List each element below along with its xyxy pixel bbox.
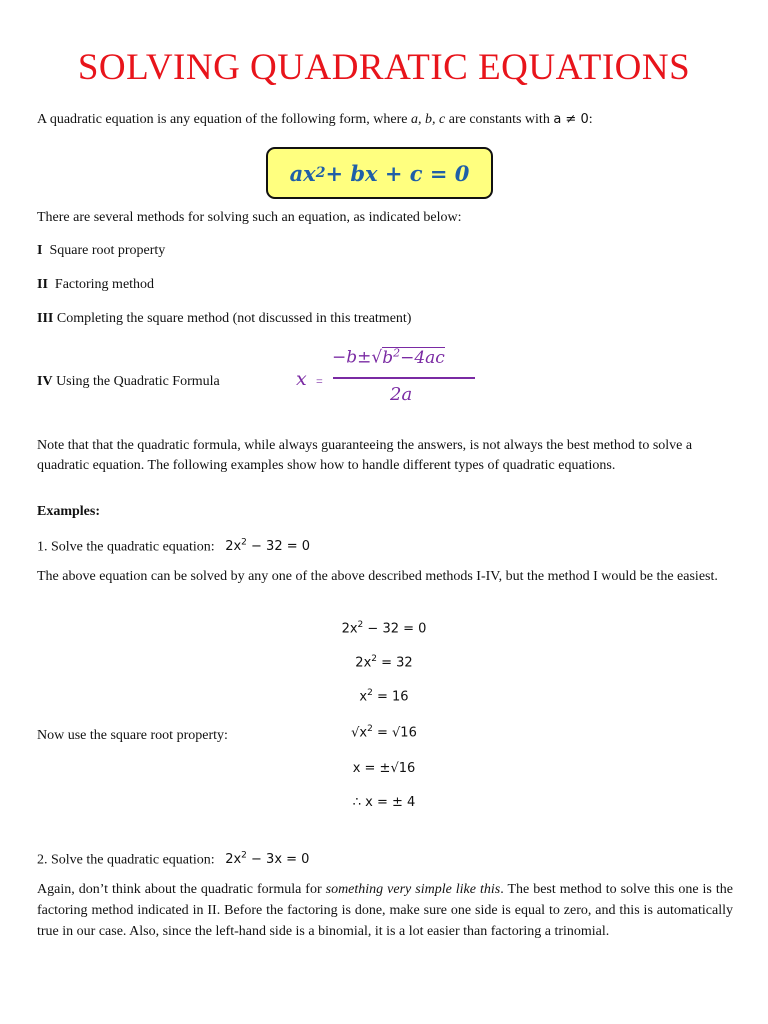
page-title: SOLVING QUADRATIC EQUATIONS [77,47,691,88]
ex1-eq-a: 2x [225,539,242,555]
example-1-equation [225,539,310,554]
intro-vars: a, b, c [411,112,446,127]
method-4-label: Using the Quadratic Formula [56,374,220,389]
standard-form-rest: + bx + c = 0 [325,160,470,186]
quadratic-formula-numerator [332,346,445,368]
example-1-step-5: x = ±√16 [352,761,416,776]
example-2-equation [225,852,309,867]
methods-intro: There are several methods for solving such an equation, as indicated below: [37,210,462,225]
ex2-eq-exp: 2 [241,851,247,861]
ex1-eq-exp: 2 [241,538,247,548]
s4b: = √16 [372,725,417,741]
s1e: 2 [357,620,364,630]
ex1-eq-b: − 32 = 0 [246,539,311,555]
sqrt-property-label: Now use the square root property: [37,728,228,743]
ex2-text-pre: Again, don’t think about the quadratic formula for [37,882,326,897]
intro-condition: a ≠ 0 [553,112,589,127]
s3a: x [359,689,368,705]
method-2 [37,275,733,295]
note-paragraph: Note that that the quadratic formula, while always guaranteeing the answers, is not always the best method to solve a quadratic equation. The following examples show how to handle different types of quadratic equations. [37,438,693,473]
qf-num-exp: 2 [393,346,401,359]
ex2-text-post: . The best method to solve this one is the factoring method indicated in II. Before the factoring is done, make sure one side is equal to zero, and this is automatically true in our case. Also, since the left-hand side is a binomial, it is a lot easier than factoring a trinomial. [37,882,733,939]
intro-text: A quadratic equation is any equation of the following form, where [37,112,412,127]
method-3-label: Completing the square method (not discussed in this treatment) [56,311,412,326]
quadratic-formula-denominator: 2a [390,384,413,405]
standard-form-lhs: ax [289,160,316,186]
s2e: 2 [371,654,377,664]
example-2-label [37,846,733,870]
s2b: = 32 [377,655,413,671]
standard-form-exp: 2 [315,165,326,181]
ex2-eq-a: 2x [225,852,242,868]
qf-num-post: −4ac [400,347,445,368]
examples-heading: Examples: [37,504,100,519]
example-1-step-6: ∴ x = ± 4 [352,795,416,810]
s1b: − 32 = 0 [363,621,427,637]
method-1-label: Square root property [49,243,166,258]
qf-num-pre: −b±√ [332,347,383,368]
method-1-num: I [37,243,43,258]
method-2-label: Factoring method [54,277,155,292]
quadratic-formula-equals: = [316,374,323,388]
s3b: = 16 [372,689,409,705]
method-3-num: III [37,311,54,326]
example-2-text [37,879,733,942]
example-2-label-text: 2. Solve the quadratic equation: [37,852,215,868]
quadratic-formula-fraction-bar [333,377,475,379]
quadratic-formula-x: x [296,368,307,390]
ex2-text-italic: something very simple like this [325,882,501,897]
qf-num-rad: b [382,347,394,368]
s2a: 2x [355,655,372,671]
method-3 [37,309,733,329]
example-1-label-text: 1. Solve the quadratic equation: [37,539,215,555]
intro-text-2: are constants with [445,112,554,127]
s4a: √x [351,725,368,741]
intro-end: : [588,112,593,127]
intro-paragraph [37,110,733,130]
example-1-label [37,533,733,557]
standard-form-box [266,147,493,199]
method-1 [37,241,733,261]
example-1-text: The above equation can be solved by any one of the above described methods I-IV, but the method I would be the easiest. [37,569,718,584]
ex2-eq-b: − 3x = 0 [246,852,310,868]
method-4 [37,372,733,392]
s4e: 2 [367,724,373,734]
example-1-step-3 [0,688,768,704]
s1a: 2x [341,621,358,637]
s3e: 2 [367,688,373,698]
example-1-step-1 [0,620,768,636]
example-1-step-2 [0,654,768,670]
method-4-num: IV [37,374,53,389]
method-2-num: II [37,277,48,292]
example-1-step-4 [0,724,768,740]
